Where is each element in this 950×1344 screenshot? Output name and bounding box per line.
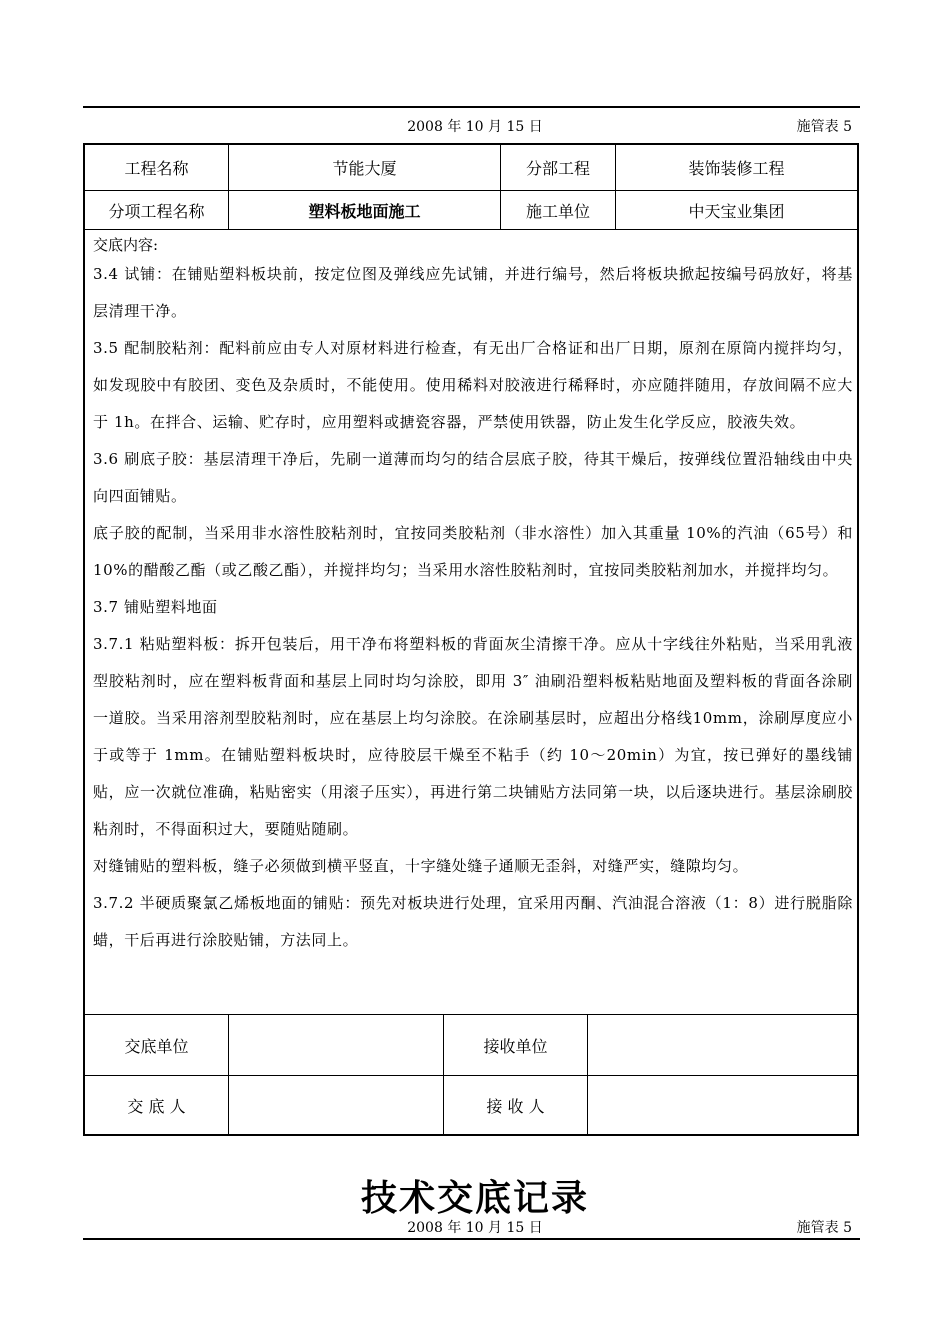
paragraph-primer: 底子胶的配制，当采用非水溶性胶粘剂时，宜按同类胶粘剂（非水溶性）加入其重量 10%的汽油（65号）和 10%的醋酸乙酯（或乙酸乙酯），并搅拌均匀；当采用水溶性胶粘剂时，宜按同类胶粘剂加水，并搅拌均匀。 xyxy=(93,524,853,579)
subitem-name-label: 分项工程名称 xyxy=(108,201,205,221)
project-name-label: 工程名称 xyxy=(124,159,189,178)
briefing-content xyxy=(93,234,853,959)
paragraph-3-7-1: 3.7.1 粘贴塑料板：拆开包装后，用干净布将塑料板的背面灰尘清擦干净。应从十字线往外粘贴，当采用乳液型胶粘剂时，应在塑料板背面和基层上同时均匀涂胶，即用 3″ 油刷沿塑料板粘贴地面及塑料板的背面各涂刷一道胶。当采用溶剂型胶粘剂时，应在基层上均匀涂胶。在涂刷基层时，应超出分格线10mm，涂刷厚度应小于或等于 1mm。在铺贴塑料板块时，应待胶层干燥至不粘手（约 10～20min）为宜，按已弹好的墨线铺贴，应一次就位准确，粘贴密实（用滚子压实），再进行第二块铺贴方法同第一块，以后逐块进行。基层涂刷胶粘剂时，不得面积过大，要随贴随刷。 xyxy=(93,635,853,838)
paragraph-3-6: 3.6 刷底子胶：基层清理干净后，先刷一道薄而均匀的结合层底子胶，待其干燥后，按弹线位置沿轴线由中央向四面铺贴。 xyxy=(93,450,853,505)
receiving-unit-label: 接收单位 xyxy=(483,1036,548,1056)
receiving-person-value xyxy=(588,1076,857,1134)
paragraph-3-7-2: 3.7.2 半硬质聚氯乙烯板地面的铺贴：预先对板块进行处理，宜采用丙酮、汽油混合溶液（1：8）进行脱脂除蜡，干后再进行涂胶贴铺，方法同上。 xyxy=(93,894,853,949)
project-name-value: 节能大厦 xyxy=(332,159,397,178)
row-divider xyxy=(85,229,857,230)
construction-unit-value: 中天宝业集团 xyxy=(688,201,785,221)
briefing-person-label: 交 底 人 xyxy=(127,1096,186,1116)
paragraph-3-5: 3.5 配制胶粘剂：配料前应由专人对原材料进行检查，有无出厂合格证和出厂日期，原剂在原筒内搅拌均匀，如发现胶中有胶团、变色及杂质时，不能使用。使用稀料对胶液进行稀释时，亦应随拌随用，存放间隔不应大于 1h。在拌合、运输、贮存时，应用塑料或搪瓷容器，严禁使用铁器，防止发生化学反应，胶液失效。 xyxy=(93,339,853,431)
footer-date: 2008 年 10 月 15 日 xyxy=(407,1220,543,1236)
record-table xyxy=(83,143,859,1136)
header-form-number: 施管表 5 xyxy=(796,119,852,135)
paragraph-3-4: 3.4 试铺：在铺贴塑料板块前，按定位图及弹线应先试铺，并进行编号，然后将板块掀起按编号码放好，将基层清理干净。 xyxy=(93,265,853,320)
paragraph-joints: 对缝铺贴的塑料板，缝子必须做到横平竖直，十字缝处缝子通顺无歪斜，对缝严实，缝隙均匀。 xyxy=(93,857,749,875)
briefing-unit-value xyxy=(229,1015,443,1075)
top-rule xyxy=(83,106,860,108)
document-title: 技术交底记录 xyxy=(360,1178,589,1219)
paragraph-3-7: 3.7 铺贴塑料地面 xyxy=(93,598,218,616)
bottom-rule xyxy=(83,1238,860,1240)
header-date: 2008 年 10 月 15 日 xyxy=(407,119,543,135)
receiving-unit-value xyxy=(588,1015,857,1075)
subitem-name-value: 塑料板地面施工 xyxy=(308,201,421,221)
content-heading: 交底内容: xyxy=(93,236,159,254)
construction-unit-label: 施工单位 xyxy=(525,201,590,221)
division-value: 装饰装修工程 xyxy=(688,159,785,178)
receiving-person-label: 接 收 人 xyxy=(486,1096,545,1116)
briefing-unit-label: 交底单位 xyxy=(124,1036,189,1056)
footer-form-number: 施管表 5 xyxy=(796,1220,852,1236)
briefing-person-value xyxy=(229,1076,443,1134)
division-label: 分部工程 xyxy=(525,159,590,178)
